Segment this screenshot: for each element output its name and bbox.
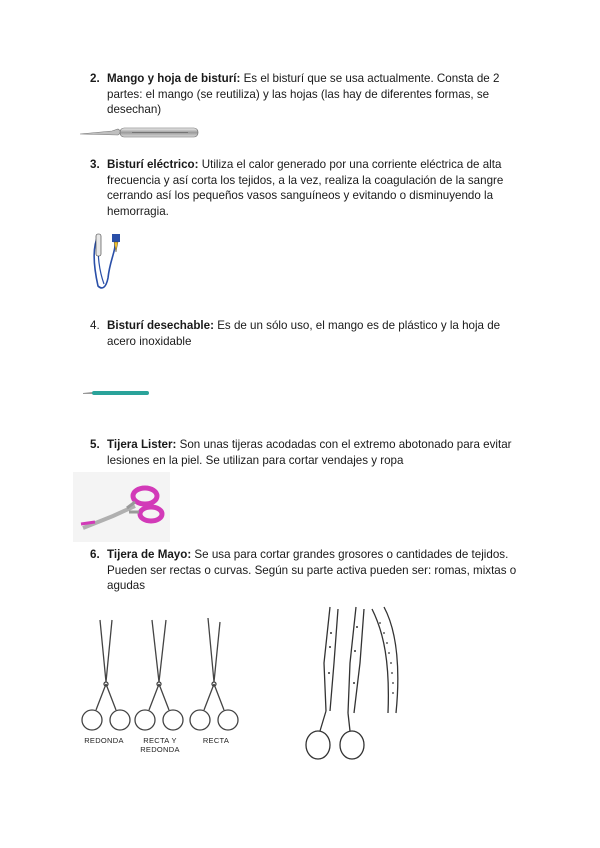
list-item-mango-bisturi	[90, 71, 530, 118]
item-number: 3.	[90, 158, 100, 171]
list-item-tijera-mayo	[90, 547, 530, 594]
lister-scissors-image	[73, 472, 170, 542]
item-number: 4.	[90, 319, 100, 332]
list-item-tijera-lister	[90, 437, 530, 468]
item-text: Es de un sólo uso, el mango es de plástico y la hoja de acero inoxidable	[107, 319, 501, 348]
item-number: 2.	[90, 72, 100, 85]
caption-recta-redonda-2: REDONDA	[140, 745, 180, 754]
item-title: Bisturí desechable:	[107, 319, 214, 332]
list-item-bisturi-electrico	[90, 157, 530, 219]
caption-recta: RECTA	[202, 736, 230, 745]
caption-redonda: REDONDA	[84, 736, 124, 745]
list-item-bisturi-desechable	[90, 318, 530, 349]
electric-scalpel-image	[88, 228, 130, 294]
item-title: Bisturí eléctrico:	[107, 158, 199, 171]
item-text: Utiliza el calor generado por una corriente eléctrica de alta frecuencia y así corta los tejidos, a la vez, realiza la coagulación de la sangre cerrando así los pequeños vasos sanguíneos y evitando o disminuyendo la hemorragia.	[107, 158, 504, 218]
item-number: 5.	[90, 438, 100, 451]
item-number: 6.	[90, 548, 100, 561]
disposable-scalpel-image	[82, 388, 150, 398]
item-text: Son unas tijeras acodadas con el extremo abotonado para evitar lesiones en la piel. Se utilizan para cortar vendajes y ropa	[107, 438, 512, 467]
mayo-scissors-types-image	[72, 602, 246, 766]
item-text: Es el bisturí que se usa actualmente. Consta de 2 partes: el mango (se reutiliza) y las hojas (las hay de diferentes formas, se desechan)	[107, 72, 500, 116]
caption-recta-redonda-1: RECTA Y	[143, 736, 177, 745]
scalpel-handle-image	[78, 124, 202, 142]
item-title: Mango y hoja de bisturí:	[107, 72, 241, 85]
item-text: Se usa para cortar grandes grosores o cantidades de tejidos. Pueden ser rectas o curvas. Según su parte activa pueden ser: romas, mixtas o agudas	[107, 548, 517, 592]
straight-curved-scissors-image	[300, 603, 412, 765]
item-title: Tijera Lister:	[107, 438, 177, 451]
item-title: Tijera de Mayo:	[107, 548, 192, 561]
